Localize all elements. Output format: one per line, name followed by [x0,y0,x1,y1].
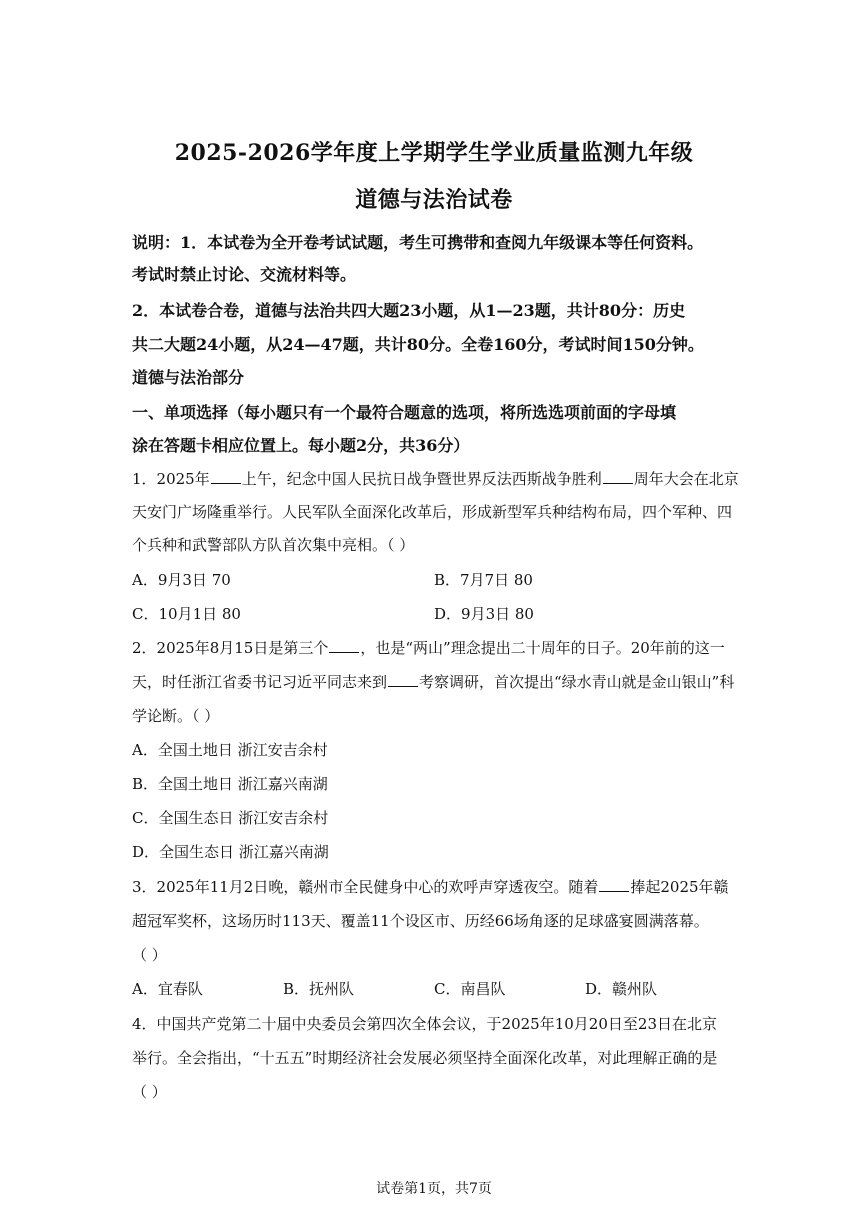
exam-subtitle: 道德与法治试卷 [355,187,513,213]
question-4-line-1: 4．中国共产党第二十届中央委员会第四次全体会议，于2025年10月20日至23日在北京 [132,1015,717,1033]
question-3-line-3: （ ） [132,946,167,964]
answer-blank [329,638,359,653]
q1-text-c: 周年大会在北京 [633,470,739,488]
question-1-line-1 [132,468,739,489]
notes-line-3: 2．本试卷合卷，道德与法治共四大题23小题，从1—23题，共计80分：历史 [132,301,686,320]
q3-option-b[interactable]: B．抚州队 [283,980,355,998]
notes-line-2: 考试时禁止讨论、交流材料等。 [132,265,357,284]
q3-option-a[interactable]: A．宜春队 [132,980,203,998]
question-4-line-3: （ ） [132,1083,167,1101]
question-1-line-2: 天安门广场隆重举行。人民军队全面深化改革后，形成新型军兵种结构布局，四个军种、四 [132,503,733,521]
q1-text-a: 1．2025年 [132,470,210,488]
question-1-line-3: 个兵种和武警部队方队首次集中亮相。（ ） [132,536,415,554]
exam-title: 2025-2026学年度上学期学生学业质量监测九年级 [174,140,694,166]
q1-option-d[interactable]: D．9月3日 80 [434,605,534,623]
section-heading: 道德与法治部分 [132,368,245,387]
question-2-line-2 [132,671,734,692]
q1-text-b: 上午，纪念中国人民抗日战争暨世界反法西斯战争胜利 [241,470,602,488]
q2-option-b[interactable]: B．全国土地日 浙江嘉兴南湖 [132,775,328,793]
question-2-line-1 [132,637,725,658]
q3-text-a: 3．2025年11月2日晚，赣州市全民健身中心的欢呼声穿透夜空。随着 [132,878,599,896]
answer-blank [211,469,241,484]
page-footer: 试卷第1页，共7页 [376,1181,492,1197]
question-3-line-1 [132,876,729,897]
q1-option-a[interactable]: A．9月3日 70 [132,571,231,589]
notes-line-1: 说明：1．本试卷为全开卷考试试题，考生可携带和查阅九年级课本等任何资料。 [132,233,704,252]
question-4-line-2: 举行。全会指出，“十五五”时期经济社会发展必须坚持全面深化改革，对此理解正确的是 [132,1049,718,1067]
q2-text-c: 天，时任浙江省委书记习近平同志来到 [132,673,388,691]
notes-line-4: 共二大题24小题，从24—47题，共计80分。全卷160分，考试时间150分钟。 [132,335,704,354]
q1-option-b[interactable]: B．7月7日 80 [434,571,533,589]
question-2-line-3: 学论断。（ ） [132,707,220,725]
part-one-instructions-2: 涂在答题卡相应位置上。每小题2分，共36分） [132,436,470,455]
q2-option-c[interactable]: C．全国生态日 浙江安吉余村 [132,809,329,827]
q1-option-c[interactable]: C．10月1日 80 [132,605,241,623]
q3-text-b: 捧起2025年赣 [630,878,729,896]
answer-blank [599,877,629,892]
answer-blank [388,672,418,687]
q2-option-d[interactable]: D．全国生态日 浙江嘉兴南湖 [132,843,329,861]
question-3-line-2: 超冠军奖杯，这场历时113天、覆盖11个设区市、历经66场角逐的足球盛宴圆满落幕。 [132,912,709,930]
q2-text-d: 考察调研，首次提出“绿水青山就是金山银山”科 [419,673,735,691]
q3-option-c[interactable]: C．南昌队 [434,980,506,998]
q2-option-a[interactable]: A．全国土地日 浙江安吉余村 [132,741,328,759]
q2-text-a: 2．2025年8月15日是第三个 [132,639,329,657]
q3-option-d[interactable]: D．赣州队 [585,980,658,998]
answer-blank [603,469,633,484]
part-one-instructions-1: 一、单项选择（每小题只有一个最符合题意的选项，将所选选项前面的字母填 [132,403,677,422]
q2-text-b: ，也是“两山”理念提出二十周年的日子。20年前的这一 [360,639,725,657]
